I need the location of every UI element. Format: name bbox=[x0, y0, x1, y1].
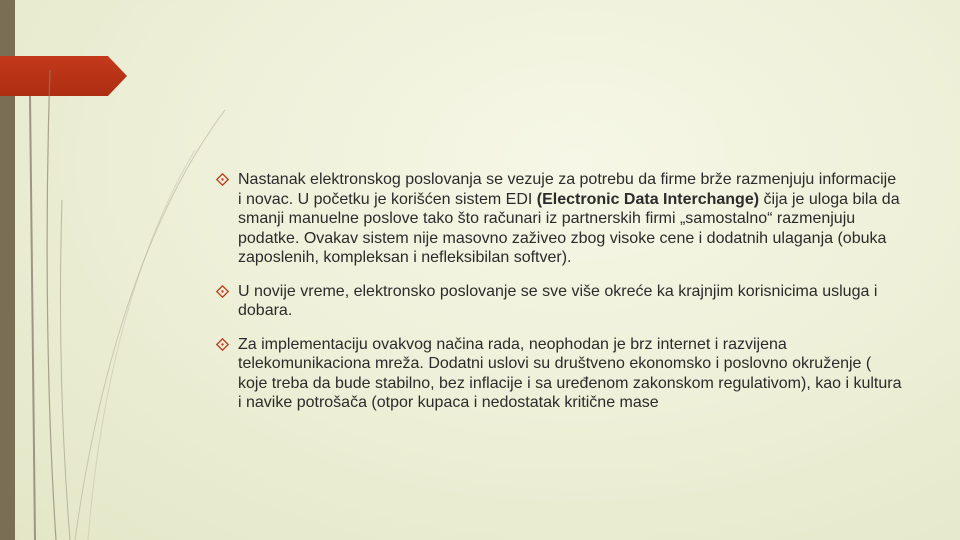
bullet-item bbox=[212, 282, 902, 321]
bullet-text bbox=[238, 171, 900, 266]
bullet-text bbox=[238, 336, 901, 412]
bullet-text-segment: Nastanak elektronskog poslovanja se vezuje za potrebu da firme brže razmenjuju informacije i novac. U početku je korišćen sistem EDI bbox=[238, 171, 897, 208]
bullet-text-segment: čija je uloga bila da smanji manuelne poslove tako što računari iz partnerskih firmi „samostalno“ razmenjuju podatke. Ovakav sistem nije masovno zaživeo zbog visoke cene i dodatnih ulaganja (obuka zaposlenih, kompleksan i nefleksibilan softver). bbox=[238, 190, 900, 266]
bullet-text-segment: Za implementaciju ovakvog načina rada, neophodan je brz internet i razvijena telekomunikaciona mreža. Dodatni uslovi su društveno ekonomsko i poslovno okruženje ( koje treba da bude stabilno, bez inflacije i sa uređenom zakonskom regulativom), kao i kultura i navike potrošača (otpor kupaca i nedostatak kritične mase bbox=[238, 335, 902, 411]
diamond-outline-icon bbox=[216, 338, 229, 351]
bullet-item bbox=[212, 335, 902, 413]
bullet-list bbox=[212, 170, 902, 427]
bullet-text-bold: (Electronic Data Interchange) bbox=[536, 190, 760, 208]
diamond-outline-icon bbox=[216, 285, 229, 298]
bullet-item bbox=[212, 170, 902, 268]
bullet-text-segment: U novije vreme, elektronsko poslovanje se sve više okreće ka krajnjim korisnicima usluga i dobara. bbox=[238, 282, 878, 319]
bullet-text bbox=[238, 283, 877, 320]
diamond-outline-icon bbox=[216, 173, 229, 186]
